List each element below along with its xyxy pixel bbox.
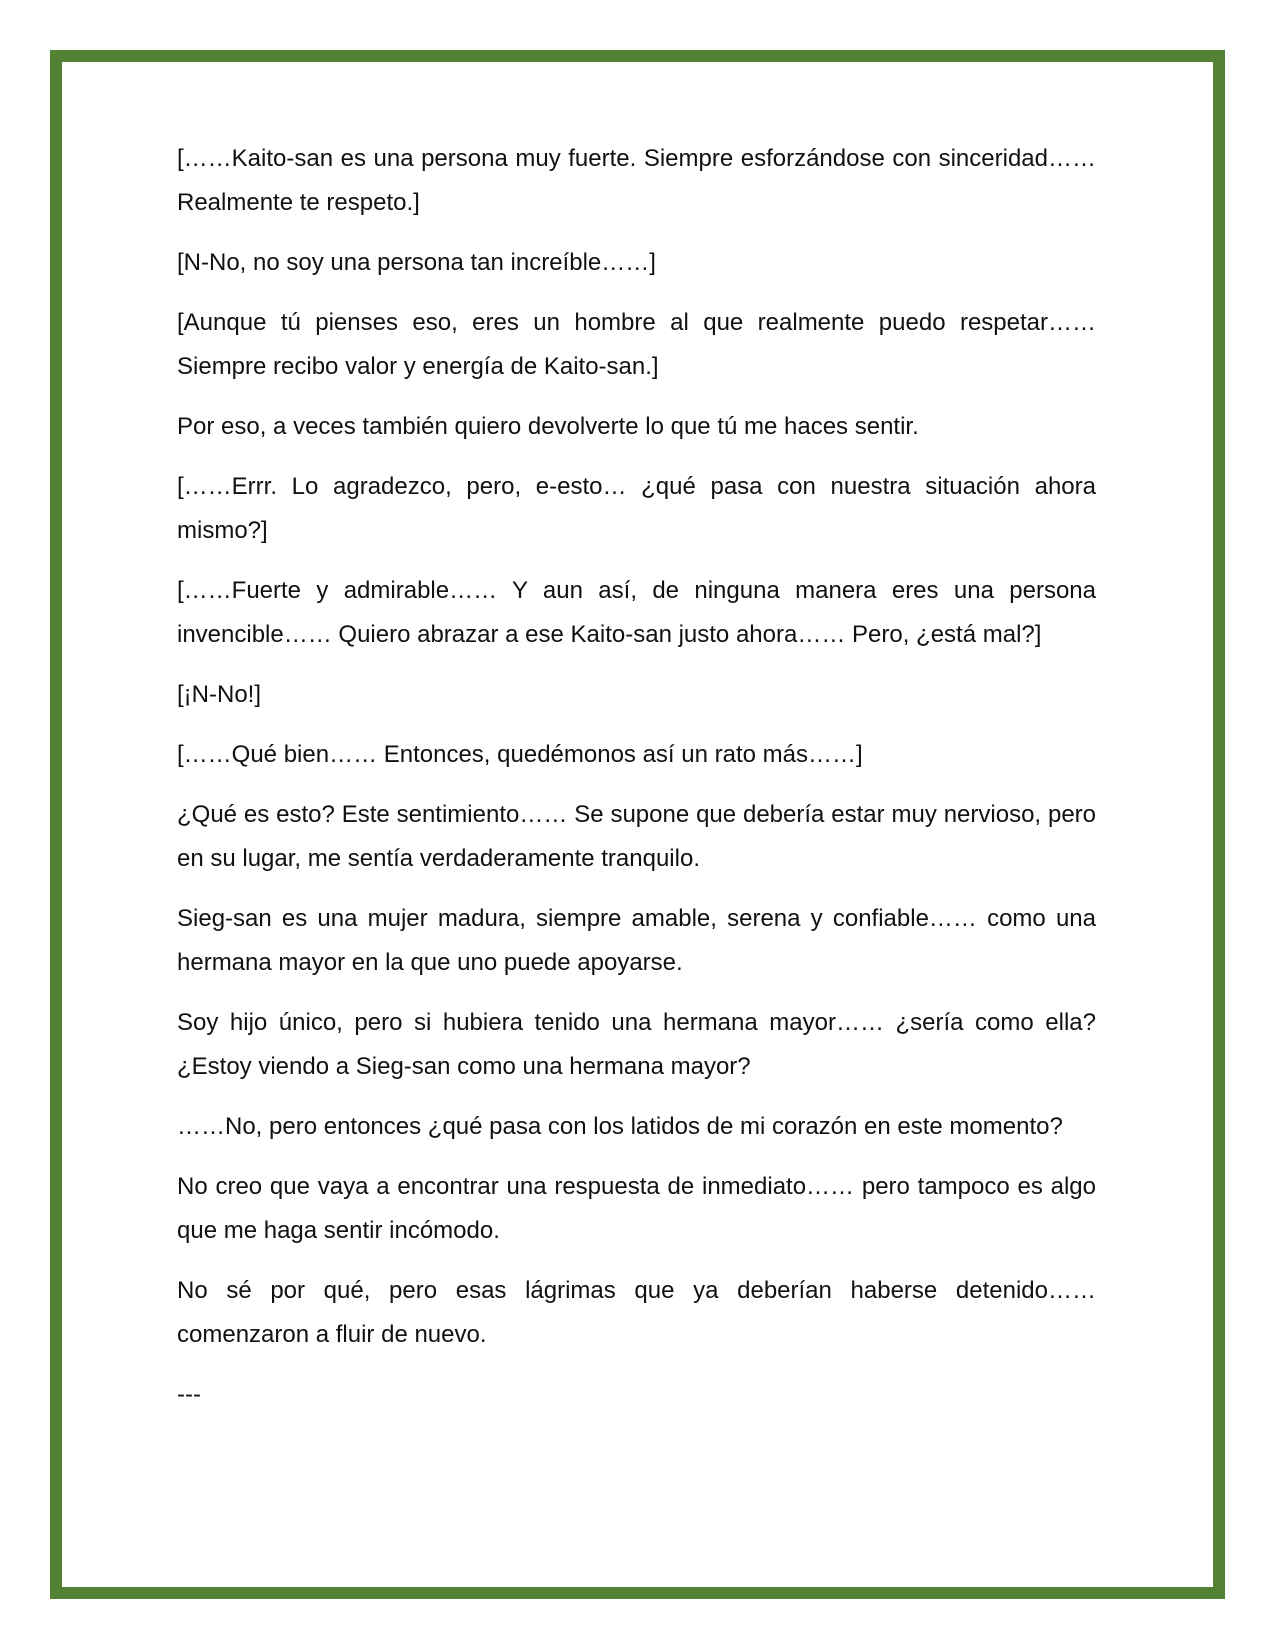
scene-separator: --- bbox=[177, 1381, 201, 1408]
paragraph: [……Fuerte y admirable…… Y aun así, de ninguna manera eres una persona invencible…… Quiero abrazar a ese Kaito-san justo ahora…… Pero, ¿está mal?] bbox=[177, 577, 1096, 648]
page-frame bbox=[50, 50, 1225, 1599]
paragraph: Por eso, a veces también quiero devolverte lo que tú me haces sentir. bbox=[177, 413, 919, 440]
text-body bbox=[177, 137, 1096, 1433]
paragraph: [……Errr. Lo agradezco, pero, e-esto… ¿qué pasa con nuestra situación ahora mismo?] bbox=[177, 473, 1096, 544]
paragraph: [……Kaito-san es una persona muy fuerte. Siempre esforzándose con sinceridad…… Realmente te respeto.] bbox=[177, 145, 1096, 216]
paragraph: [Aunque tú pienses eso, eres un hombre al que realmente puedo respetar…… Siempre recibo valor y energía de Kaito-san.] bbox=[177, 309, 1096, 380]
paragraph: No sé por qué, pero esas lágrimas que ya deberían haberse detenido…… comenzaron a fluir de nuevo. bbox=[177, 1277, 1096, 1348]
paragraph: [……Qué bien…… Entonces, quedémonos así un rato más……] bbox=[177, 741, 863, 768]
paragraph: No creo que vaya a encontrar una respuesta de inmediato…… pero tampoco es algo que me haga sentir incómodo. bbox=[177, 1173, 1096, 1244]
paragraph: ……No, pero entonces ¿qué pasa con los latidos de mi corazón en este momento? bbox=[177, 1113, 1063, 1140]
paragraph: ¿Qué es esto? Este sentimiento…… Se supone que debería estar muy nervioso, pero en su lugar, me sentía verdaderamente tranquilo. bbox=[177, 801, 1096, 872]
paragraph: Sieg-san es una mujer madura, siempre amable, serena y confiable…… como una hermana mayor en la que uno puede apoyarse. bbox=[177, 905, 1096, 976]
paragraph: Soy hijo único, pero si hubiera tenido una hermana mayor…… ¿sería como ella? ¿Estoy viendo a Sieg-san como una hermana mayor? bbox=[177, 1009, 1096, 1080]
paragraph: [N-No, no soy una persona tan increíble……] bbox=[177, 249, 656, 276]
paragraph: [¡N-No!] bbox=[177, 681, 261, 708]
